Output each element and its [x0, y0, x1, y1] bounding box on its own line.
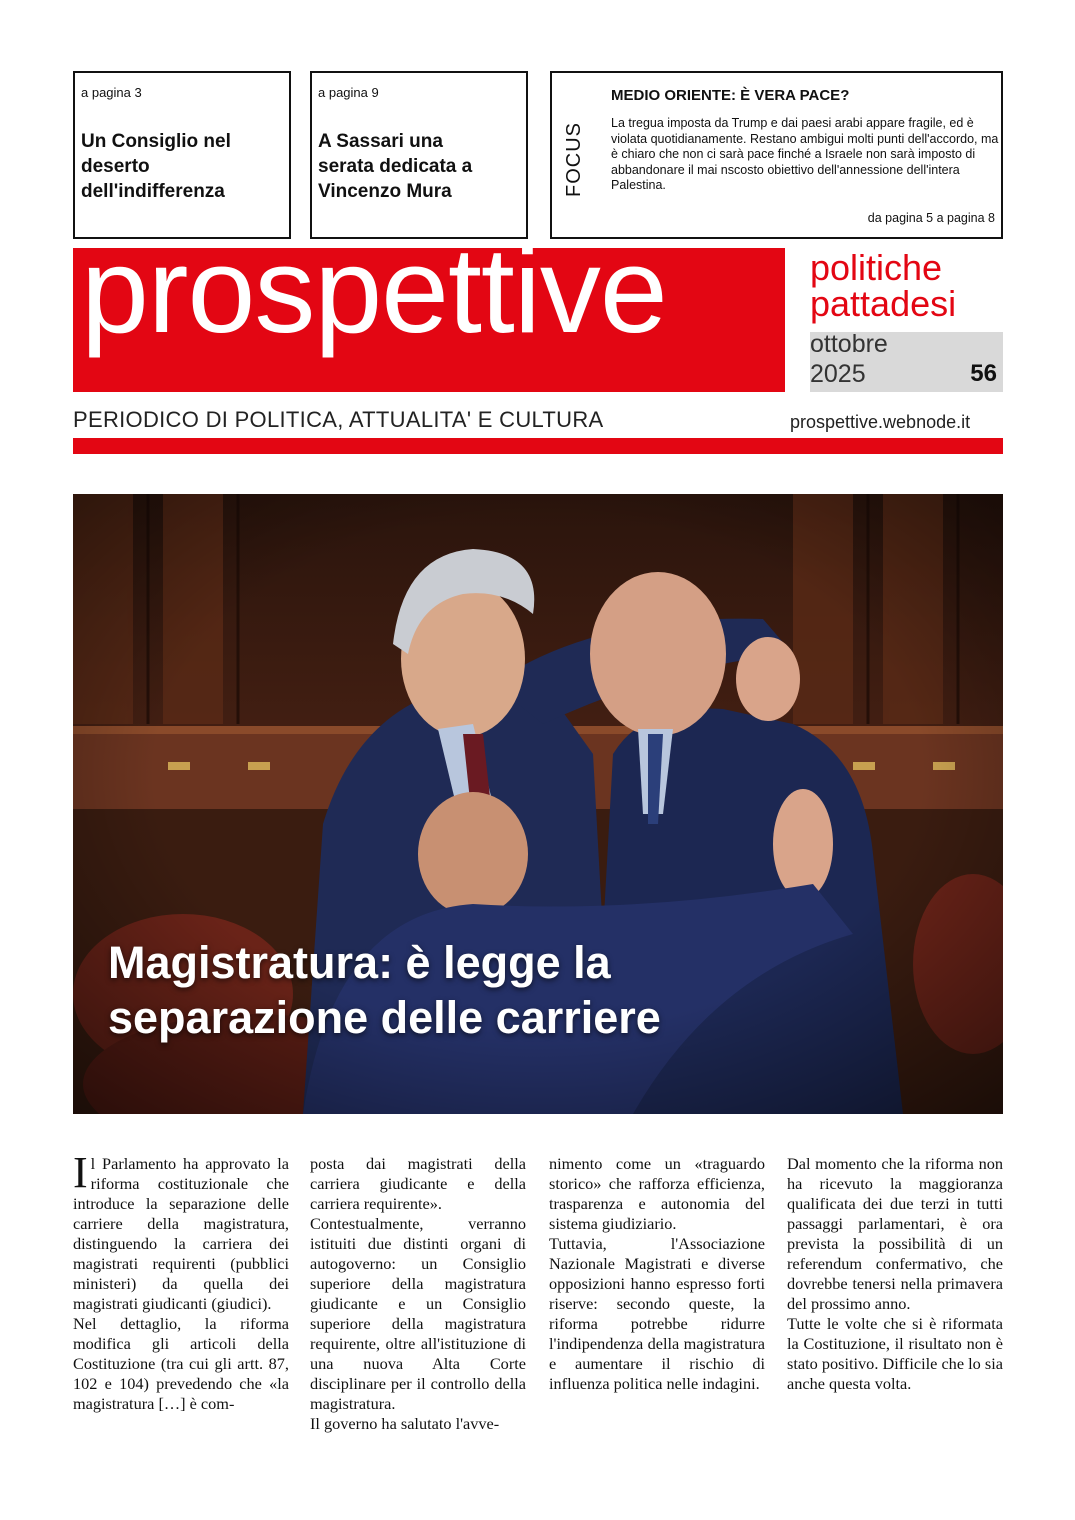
focus-label: FOCUS — [562, 121, 585, 197]
issue-number: 56 — [970, 360, 997, 387]
drop-cap: I — [73, 1148, 88, 1197]
teaser-page-ref: a pagina 9 — [318, 85, 379, 100]
article-column-4: Dal momento che la riforma non ha ricevuto la maggioranza qualificata dei due terzi in tutti passaggi parlamentari, è ora prevista la possibilità di un referendum confermativo, che dovrebbe tenersi nella primavera del prossimo anno. Tutte le volte che si è riformata la Costituzione, il risultato non è stato positivo. Difficile che lo sia anche questa volta. — [787, 1154, 1003, 1393]
logo-text: prospettive — [81, 222, 667, 358]
subtitle-line-2: pattadesi — [810, 283, 957, 324]
issue-box — [810, 332, 1003, 392]
red-divider — [73, 438, 1003, 454]
teaser-box-1[interactable] — [73, 71, 291, 239]
tagline: PERIODICO DI POLITICA, ATTUALITA' E CULTURA — [73, 407, 604, 432]
article-column-2: posta dai magistrati della carriera giudicante e della carriera requirente». Contestualmente, verranno istituiti due distinti organi di autogoverno: un Consiglio superiore della magistratura giudicante e un Consiglio superiore della magistratura requirente, oltre all'istituzione di una nuova Alta Corte disciplinare per il controllo della magistratura. Il governo ha salutato l'avve- — [310, 1154, 526, 1433]
focus-box[interactable] — [550, 71, 1003, 239]
issue-year: 2025 — [810, 360, 866, 388]
teaser-box-2[interactable] — [310, 71, 528, 239]
cover-headline: Magistratura: è legge la separazione delle carriere — [108, 937, 661, 1043]
website-link[interactable]: prospettive.webnode.it — [790, 412, 971, 432]
masthead-logo-banner — [73, 222, 785, 392]
teaser-title: Un Consiglio nel deserto dell'indifferenza — [81, 131, 231, 202]
teaser-page-ref: a pagina 3 — [81, 85, 142, 100]
focus-page-ref: da pagina 5 a pagina 8 — [867, 211, 995, 225]
subtitle-line-1: politiche — [810, 247, 943, 288]
focus-title: MEDIO ORIENTE: È VERA PACE? — [611, 87, 850, 104]
focus-text: La tregua imposta da Trump e dai paesi arabi appare fragile, ed è violata quotidianamente. Restano ambigui molti punti dell'accordo, ma è chiaro che non ci sarà pace finché a Israele non sarà imposto di abbandonare il mai nscosto obiettivo dell'annessione dell'intera Palestina. — [611, 116, 999, 192]
article-column-3: nimento come un «traguardo storico» che rafforza efficienza, trasparenza e autonomia del sistema giudiziario. Tuttavia, l'Associazione Nazionale Magistrati e diverse opposizioni hanno espresso forti riserve: secondo queste, la riforma potrebbe ridurre l'indipendenza della magistratura e aumentare il rischio di influenza politica nelle indagini. — [549, 1154, 765, 1393]
article-column-1: Il Parlamento ha approvato la riforma costituzionale che introduce la separazione delle carriere della magistratura, distinguendo la carriera dei magistrati requirenti (pubblici ministeri) da quella dei magistrati giudicanti (giudici). Nel dettaglio, la riforma modifica gli articoli della Costituzione (tra cui gli artt. 87, 102 e 104) prevedendo che «la magistratura […] è com- — [73, 1148, 289, 1413]
teaser-title: A Sassari una serata dedicata a Vincenzo Mura — [318, 131, 473, 202]
issue-month: ottobre — [810, 330, 888, 358]
